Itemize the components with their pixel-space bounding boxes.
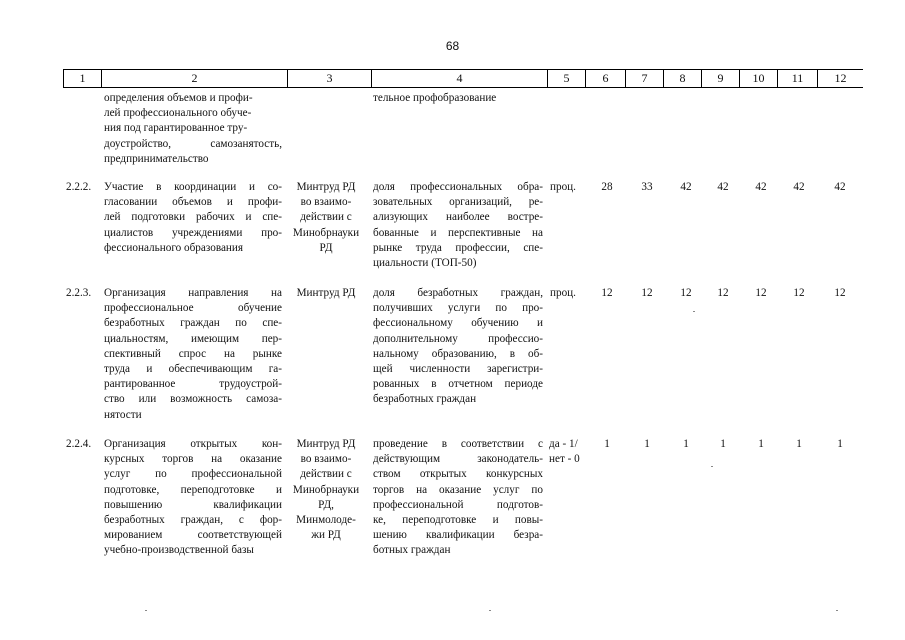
text-line: Минобрнауки <box>292 483 360 496</box>
text-line: ботных граждан <box>373 544 451 557</box>
text-line: ния под гарантированное тру- <box>104 122 248 135</box>
row-2-2-2-executor <box>283 180 369 256</box>
text-line: дополнительному профессио- <box>373 332 543 345</box>
text-line: Минтруд РД <box>296 438 356 450</box>
text-line: гласовании объемов и профи- <box>104 196 282 209</box>
header-col-6: 6 <box>586 70 626 87</box>
text-line: циальности (ТОП-50) <box>373 257 477 270</box>
text-line: действии с <box>300 468 352 481</box>
header-col-2: 2 <box>102 70 288 87</box>
text-line: получивших услуги по про- <box>373 302 543 315</box>
text-line: РД <box>319 241 333 254</box>
row-2-2-4-value-8: 1 <box>683 438 689 450</box>
text-line: Минмолоде- <box>296 514 356 527</box>
scan-speck <box>145 610 147 611</box>
page-number: 68 <box>445 39 460 53</box>
scan-speck <box>693 311 695 312</box>
header-col-12: 12 <box>834 71 847 85</box>
text-line: тельное профобразование <box>373 92 497 104</box>
header-col-11: 11 <box>778 70 818 87</box>
text-line: повышению квалификации <box>104 498 282 511</box>
row-2-2-2-value-7: 33 <box>641 181 653 193</box>
text-line: щей численности зарегистри- <box>373 363 543 376</box>
text-line: действующим законодатель- <box>373 453 543 466</box>
text-line: торгов на оказание услуг по <box>373 483 543 496</box>
text-line: зовательных организаций, ре- <box>373 196 543 209</box>
row-2-2-4-value-9: 1 <box>720 438 726 450</box>
text-line: бованные и перспективные на <box>373 226 543 239</box>
text-line: профессиональное обучение <box>104 302 282 315</box>
row-2-2-2-value-12: 42 <box>834 181 846 193</box>
text-line: рованных в отчетном периоде <box>373 378 543 391</box>
text-line: мированием соответствующей <box>104 529 282 542</box>
header-col-8: 8 <box>664 70 702 87</box>
row-2-2-4-value-10: 1 <box>758 438 764 450</box>
text-line: безработных граждан <box>373 393 477 406</box>
row-2-2-2-action <box>104 180 282 256</box>
row-2-2-3-indicator <box>373 286 543 408</box>
text-line: во взаимо- <box>300 453 352 466</box>
text-line: профессиональной подготов- <box>373 498 543 511</box>
row-2-2-4-value-12: 1 <box>837 438 843 450</box>
text-line: циалистов учреждениями про- <box>104 226 282 239</box>
row-2-2-3-value-7: 12 <box>641 287 653 299</box>
text-line: ализующих наиболее востре- <box>373 211 543 224</box>
text-line: нальному образованию, в об- <box>373 347 543 360</box>
text-line: услуг по профессиональной <box>104 468 282 481</box>
text-line: труда и обеспечивающим га- <box>104 363 282 376</box>
text-line: шению квалификации безра- <box>373 529 543 542</box>
continued-indicator <box>373 91 543 106</box>
text-line: жи РД <box>311 529 341 542</box>
header-col-1: 1 <box>64 70 102 87</box>
text-line: Минобрнауки <box>292 226 360 239</box>
text-line: рантированное трудоустрой- <box>104 378 282 391</box>
row-number-2-2-4: 2.2.4. <box>66 438 92 450</box>
scan-speck <box>836 610 838 611</box>
row-2-2-4-action <box>104 437 282 559</box>
row-2-2-4-value-7: 1 <box>644 438 650 450</box>
row-2-2-3-value-9: 12 <box>717 287 729 299</box>
text-line: доля безработных граждан, <box>373 287 543 299</box>
header-col-5: 5 <box>548 70 586 87</box>
row-2-2-4-indicator <box>373 437 543 559</box>
header-col-10: 10 <box>740 70 778 87</box>
header-col-4: 4 <box>372 70 548 87</box>
row-number-2-2-2: 2.2.2. <box>66 181 92 193</box>
text-line: курсных торгов на оказание <box>104 453 282 466</box>
text-line: определения объемов и профи- <box>104 92 253 104</box>
row-number-2-2-3: 2.2.3. <box>66 287 92 299</box>
text-line: да - 1/ <box>549 438 578 450</box>
row-2-2-3-value-10: 12 <box>755 287 767 299</box>
text-line: ством открытых конкурсных <box>373 468 543 481</box>
row-2-2-2-value-8: 42 <box>680 181 692 193</box>
row-2-2-3-value-8: 12 <box>680 287 692 299</box>
header-col-9: 9 <box>702 70 740 87</box>
text-line: циальностям, имеющим пер- <box>104 332 282 345</box>
text-line: ке, переподготовке и повы- <box>373 514 543 527</box>
text-line: Минтруд РД <box>296 287 356 299</box>
text-line: доустройство, самозанятость, <box>104 137 282 150</box>
row-2-2-3-executor <box>283 286 369 301</box>
row-2-2-3-value-6: 12 <box>601 287 613 299</box>
table-header <box>63 69 863 88</box>
text-line: фессиональному обучению и <box>373 317 543 330</box>
text-line: Минтруд РД <box>296 181 356 193</box>
text-line: действии с <box>300 211 352 224</box>
row-2-2-3-value-11: 12 <box>793 287 805 299</box>
text-line: проц. <box>550 287 576 299</box>
text-line: безработных граждан, с фор- <box>104 514 282 527</box>
row-2-2-2-unit <box>550 180 576 195</box>
scan-speck <box>489 610 491 611</box>
header-col-7: 7 <box>626 70 664 87</box>
text-line: безработных граждан по спе- <box>104 317 282 330</box>
text-line: нятости <box>104 408 142 421</box>
text-line: фессионального образования <box>104 241 244 254</box>
text-line: ство или возможность самоза- <box>104 393 282 406</box>
row-2-2-4-value-11: 1 <box>796 438 802 450</box>
text-line: лей профессионального обуче- <box>104 107 252 120</box>
text-line: доля профессиональных обра- <box>373 181 543 193</box>
row-2-2-2-indicator <box>373 180 543 271</box>
row-2-2-4-executor <box>283 437 369 543</box>
row-2-2-4-unit <box>549 437 580 467</box>
text-line: подготовке, переподготовке и <box>104 483 282 496</box>
row-2-2-2-value-11: 42 <box>793 181 805 193</box>
row-2-2-2-value-6: 28 <box>601 181 613 193</box>
row-2-2-3-action <box>104 286 282 423</box>
row-2-2-3-unit <box>550 286 576 301</box>
scan-speck <box>711 466 713 467</box>
text-line: Участие в координации и со- <box>104 181 282 193</box>
row-2-2-4-value-6: 1 <box>604 438 610 450</box>
text-line: Организация направления на <box>104 287 282 299</box>
text-line: проведение в соответствии с <box>373 438 543 450</box>
text-line: учебно-производственной базы <box>104 544 254 557</box>
text-line: Организация открытых кон- <box>104 438 282 450</box>
text-line: спективный спрос на рынке <box>104 347 282 360</box>
header-col-3: 3 <box>288 70 372 87</box>
text-line: РД, <box>318 498 334 511</box>
row-2-2-2-value-10: 42 <box>755 181 767 193</box>
text-line: рынке труда профессии, спе- <box>373 241 543 254</box>
text-line: лей подготовки рабочих и спе- <box>104 211 282 224</box>
text-line: во взаимо- <box>300 196 352 209</box>
text-line: проц. <box>550 181 576 193</box>
row-2-2-3-value-12: 12 <box>834 287 846 299</box>
text-line: нет - 0 <box>549 453 580 466</box>
row-2-2-2-value-9: 42 <box>717 181 729 193</box>
text-line: предпринимательство <box>104 152 209 165</box>
continued-action <box>104 91 282 167</box>
